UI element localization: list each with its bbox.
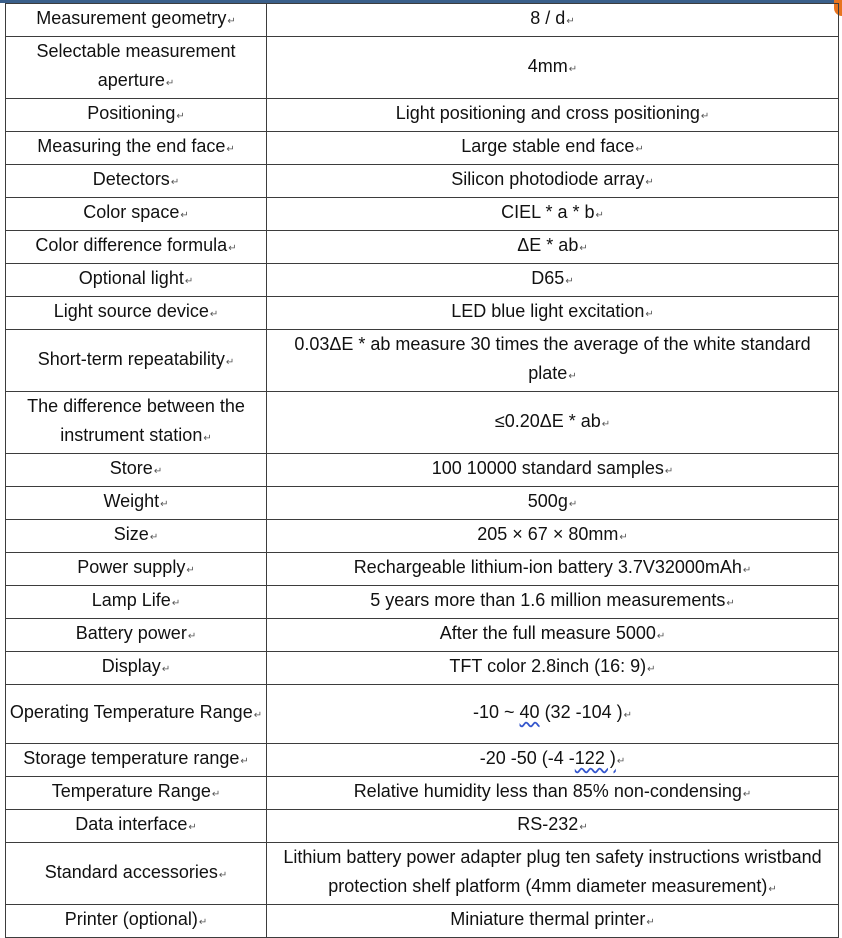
paragraph-mark: ↵ xyxy=(566,16,575,27)
paragraph-mark: ↵ xyxy=(226,144,235,155)
paragraph-mark: ↵ xyxy=(742,789,752,800)
table-row xyxy=(6,264,839,297)
paragraph-mark: ↵ xyxy=(209,309,219,320)
row-label: Light source device↵ xyxy=(6,297,267,330)
row-value: Silicon photodiode array↵ xyxy=(267,165,839,198)
paragraph-mark: ↵ xyxy=(188,822,197,833)
paragraph-mark: ↵ xyxy=(153,466,163,477)
table-row xyxy=(6,777,839,810)
paragraph-mark: ↵ xyxy=(768,884,777,895)
row-label: Standard accessories↵ xyxy=(6,843,267,905)
paragraph-mark: ↵ xyxy=(171,598,181,609)
paragraph-mark: ↵ xyxy=(176,111,185,122)
row-value: ΔE * ab↵ xyxy=(267,231,839,264)
paragraph-mark: ↵ xyxy=(568,371,577,382)
row-value: 100 10000 standard samples↵ xyxy=(267,454,839,487)
table-row xyxy=(6,297,839,330)
row-label: Power supply↵ xyxy=(6,553,267,586)
paragraph-mark: ↵ xyxy=(170,177,180,188)
row-label: Color difference formula↵ xyxy=(6,231,267,264)
row-label: Storage temperature range↵ xyxy=(6,744,267,777)
table-row xyxy=(6,685,839,744)
paragraph-mark: ↵ xyxy=(619,532,628,543)
paragraph-mark: ↵ xyxy=(646,917,655,928)
row-value: -10 ~ 40 (32 -104 )↵ xyxy=(267,685,839,744)
row-value: LED blue light excitation↵ xyxy=(267,297,839,330)
row-value: -20 -50 (-4 -122 )↵ xyxy=(267,744,839,777)
table-row xyxy=(6,330,839,392)
row-label: Color space↵ xyxy=(6,198,267,231)
row-value: 8 / d↵ xyxy=(267,4,839,37)
row-value: 500g↵ xyxy=(267,487,839,520)
table-row xyxy=(6,231,839,264)
row-label: Lamp Life↵ xyxy=(6,586,267,619)
paragraph-mark: ↵ xyxy=(568,63,578,75)
row-value: Large stable end face↵ xyxy=(267,132,839,165)
paragraph-mark: ↵ xyxy=(568,499,578,510)
row-label: Operating Temperature Range↵ xyxy=(6,685,267,744)
paragraph-mark: ↵ xyxy=(160,499,169,510)
table-row xyxy=(6,454,839,487)
table-row xyxy=(6,99,839,132)
table-row xyxy=(6,4,839,37)
paragraph-mark: ↵ xyxy=(203,433,212,444)
row-label: Printer (optional)↵ xyxy=(6,905,267,938)
paragraph-mark: ↵ xyxy=(184,276,194,287)
row-label: Short-term repeatability↵ xyxy=(6,330,267,392)
spellcheck-flagged-text: 40 xyxy=(519,702,540,722)
table-row xyxy=(6,586,839,619)
paragraph-mark: ↵ xyxy=(742,565,752,576)
paragraph-mark: ↵ xyxy=(595,210,604,221)
row-value: RS-232↵ xyxy=(267,810,839,843)
table-row xyxy=(6,37,839,99)
row-label: Data interface↵ xyxy=(6,810,267,843)
table-row xyxy=(6,843,839,905)
row-value: 205 × 67 × 80mm↵ xyxy=(267,520,839,553)
paragraph-mark: ↵ xyxy=(149,532,159,543)
row-value: Light positioning and cross positioning↵ xyxy=(267,99,839,132)
paragraph-mark: ↵ xyxy=(623,710,632,721)
paragraph-mark: ↵ xyxy=(645,309,654,320)
row-label: Battery power↵ xyxy=(6,619,267,652)
row-label: The difference between the instrument station↵ xyxy=(6,392,267,454)
row-label: Measuring the end face↵ xyxy=(6,132,267,165)
paragraph-mark: ↵ xyxy=(253,710,263,721)
paragraph-mark: ↵ xyxy=(579,822,588,833)
paragraph-mark: ↵ xyxy=(726,598,735,609)
paragraph-mark: ↵ xyxy=(601,418,611,430)
paragraph-mark: ↵ xyxy=(647,664,656,675)
paragraph-mark: ↵ xyxy=(664,466,674,477)
table-row xyxy=(6,392,839,454)
spellcheck-flagged-text: 122 ) xyxy=(574,748,616,768)
row-label: Display↵ xyxy=(6,652,267,685)
table-row xyxy=(6,198,839,231)
paragraph-mark: ↵ xyxy=(579,243,588,254)
row-label: Weight↵ xyxy=(6,487,267,520)
table-row xyxy=(6,810,839,843)
row-value: CIEL * a * b↵ xyxy=(267,198,839,231)
row-value: Rechargeable lithium-ion battery 3.7V32000mAh↵ xyxy=(267,553,839,586)
row-value: Lithium battery power adapter plug ten safety instructions wristband protection shelf platform (4mm diameter measurement)↵ xyxy=(267,843,839,905)
row-label: Detectors↵ xyxy=(6,165,267,198)
row-value: TFT color 2.8inch (16: 9)↵ xyxy=(267,652,839,685)
paragraph-mark: ↵ xyxy=(180,210,189,221)
paragraph-mark: ↵ xyxy=(565,276,574,287)
row-label: Positioning↵ xyxy=(6,99,267,132)
spec-table xyxy=(5,3,839,938)
row-label: Temperature Range↵ xyxy=(6,777,267,810)
paragraph-mark: ↵ xyxy=(645,177,654,188)
paragraph-mark: ↵ xyxy=(228,243,237,254)
paragraph-mark: ↵ xyxy=(616,756,626,767)
paragraph-mark: ↵ xyxy=(240,756,249,767)
row-value: Miniature thermal printer↵ xyxy=(267,905,839,938)
table-row xyxy=(6,132,839,165)
paragraph-mark: ↵ xyxy=(700,111,710,122)
row-label: Optional light↵ xyxy=(6,264,267,297)
row-label: Store↵ xyxy=(6,454,267,487)
paragraph-mark: ↵ xyxy=(227,16,236,27)
row-label: Size↵ xyxy=(6,520,267,553)
table-row xyxy=(6,652,839,685)
row-label: Selectable measurement aperture↵ xyxy=(6,37,267,99)
table-row xyxy=(6,744,839,777)
table-row xyxy=(6,520,839,553)
row-value: ≤0.20ΔE * ab↵ xyxy=(267,392,839,454)
row-value: 5 years more than 1.6 million measurements↵ xyxy=(267,586,839,619)
paragraph-mark: ↵ xyxy=(186,565,195,576)
paragraph-mark: ↵ xyxy=(165,78,175,89)
table-row xyxy=(6,619,839,652)
paragraph-mark: ↵ xyxy=(225,356,235,368)
row-value: D65↵ xyxy=(267,264,839,297)
paragraph-mark: ↵ xyxy=(635,144,644,155)
paragraph-mark: ↵ xyxy=(656,631,666,642)
row-label: Measurement geometry↵ xyxy=(6,4,267,37)
paragraph-mark: ↵ xyxy=(211,789,221,800)
row-value: 4mm↵ xyxy=(267,37,839,99)
row-value: Relative humidity less than 85% non-condensing↵ xyxy=(267,777,839,810)
paragraph-mark: ↵ xyxy=(218,869,228,881)
row-value: After the full measure 5000↵ xyxy=(267,619,839,652)
table-row xyxy=(6,905,839,938)
table-row xyxy=(6,165,839,198)
paragraph-mark: ↵ xyxy=(161,664,171,675)
paragraph-mark: ↵ xyxy=(198,917,208,928)
row-value: 0.03ΔE * ab measure 30 times the average of the white standard plate↵ xyxy=(267,330,839,392)
paragraph-mark: ↵ xyxy=(187,631,197,642)
table-row xyxy=(6,553,839,586)
table-row xyxy=(6,487,839,520)
